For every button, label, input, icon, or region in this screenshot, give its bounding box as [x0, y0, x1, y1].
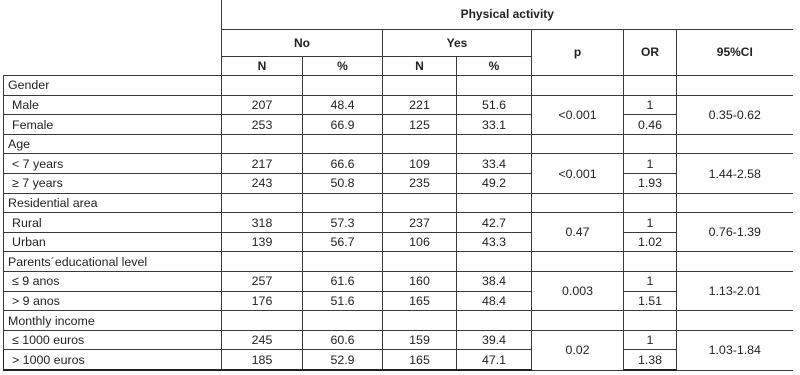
empty-cell: [383, 134, 457, 154]
yes-pct-cell: 42.7: [457, 213, 532, 233]
empty-cell: [677, 311, 793, 331]
empty-cell: [222, 252, 303, 272]
empty-cell: [532, 76, 624, 96]
row-label: > 9 anos: [4, 291, 222, 311]
empty-cell: [457, 311, 532, 331]
row-label: Urban: [4, 232, 222, 252]
row-label: ≥ 7 years: [4, 174, 222, 194]
no-pct-cell: 66.6: [303, 154, 383, 174]
row-label: ≤ 1000 euros: [4, 330, 222, 350]
table-row: [4, 350, 793, 370]
header-ci: 95%CI: [677, 29, 793, 76]
no-pct-cell: 66.9: [303, 115, 383, 135]
p-value-cell: <0.001: [532, 95, 624, 134]
physical-activity-table: [3, 0, 793, 371]
yes-n-cell: 109: [383, 154, 457, 174]
or-cell: 0.46: [624, 115, 677, 135]
empty-cell: [532, 311, 624, 331]
yes-pct-cell: 33.1: [457, 115, 532, 135]
no-pct-cell: 61.6: [303, 272, 383, 292]
empty-cell: [677, 252, 793, 272]
no-n-cell: 245: [222, 330, 303, 350]
empty-cell: [457, 252, 532, 272]
yes-pct-cell: 48.4: [457, 291, 532, 311]
header-no: No: [222, 29, 383, 56]
table-row: [4, 115, 793, 135]
row-label: Rural: [4, 213, 222, 233]
yes-n-cell: 160: [383, 272, 457, 292]
or-cell: 1: [624, 330, 677, 350]
empty-cell: [624, 311, 677, 331]
header-physical-activity: Physical activity: [222, 0, 793, 29]
ci-cell: 1.44-2.58: [677, 154, 793, 193]
or-cell: 1: [624, 154, 677, 174]
empty-cell: [532, 193, 624, 213]
empty-cell: [457, 134, 532, 154]
empty-cell: [457, 193, 532, 213]
empty-cell: [222, 193, 303, 213]
header-or: OR: [624, 29, 677, 76]
no-n-cell: 253: [222, 115, 303, 135]
empty-cell: [383, 76, 457, 96]
row-label: > 1000 euros: [4, 350, 222, 370]
header-no-n: N: [222, 56, 303, 76]
no-pct-cell: 52.9: [303, 350, 383, 370]
category-label: Gender: [4, 76, 222, 96]
or-cell: 1: [624, 95, 677, 115]
yes-pct-cell: 49.2: [457, 174, 532, 194]
header-no-pct: %: [303, 56, 383, 76]
no-pct-cell: 50.8: [303, 174, 383, 194]
table-row: [4, 232, 793, 252]
empty-cell: [457, 76, 532, 96]
empty-cell: [532, 252, 624, 272]
empty-cell: [303, 252, 383, 272]
empty-cell: [677, 134, 793, 154]
p-value-cell: 0.003: [532, 272, 624, 311]
no-n-cell: 318: [222, 213, 303, 233]
category-label: Monthly income: [4, 311, 222, 331]
p-value-cell: <0.001: [532, 154, 624, 193]
category-row: [4, 193, 793, 213]
no-n-cell: 185: [222, 350, 303, 370]
no-pct-cell: 51.6: [303, 291, 383, 311]
category-row: [4, 76, 793, 96]
row-label: Female: [4, 115, 222, 135]
table-row: [4, 291, 793, 311]
header-blank: [4, 0, 222, 76]
empty-cell: [222, 134, 303, 154]
no-n-cell: 207: [222, 95, 303, 115]
yes-pct-cell: 39.4: [457, 330, 532, 350]
no-pct-cell: 57.3: [303, 213, 383, 233]
no-n-cell: 243: [222, 174, 303, 194]
p-value-cell: 0.47: [532, 213, 624, 252]
empty-cell: [303, 311, 383, 331]
category-row: [4, 252, 793, 272]
ci-cell: 1.03-1.84: [677, 330, 793, 370]
ci-cell: 0.76-1.39: [677, 213, 793, 252]
empty-cell: [624, 252, 677, 272]
yes-n-cell: 235: [383, 174, 457, 194]
table-row: [4, 213, 793, 233]
empty-cell: [383, 252, 457, 272]
empty-cell: [222, 311, 303, 331]
yes-n-cell: 165: [383, 350, 457, 370]
yes-pct-cell: 33.4: [457, 154, 532, 174]
header-yes: Yes: [383, 29, 532, 56]
no-n-cell: 257: [222, 272, 303, 292]
yes-pct-cell: 38.4: [457, 272, 532, 292]
yes-n-cell: 165: [383, 291, 457, 311]
empty-cell: [624, 76, 677, 96]
empty-cell: [677, 76, 793, 96]
table-row: [4, 95, 793, 115]
no-pct-cell: 48.4: [303, 95, 383, 115]
yes-n-cell: 159: [383, 330, 457, 350]
yes-pct-cell: 43.3: [457, 232, 532, 252]
header-yes-pct: %: [457, 56, 532, 76]
row-label: < 7 years: [4, 154, 222, 174]
table-row: [4, 330, 793, 350]
yes-pct-cell: 47.1: [457, 350, 532, 370]
ci-cell: 0.35-0.62: [677, 95, 793, 134]
category-label: Residential area: [4, 193, 222, 213]
yes-pct-cell: 51.6: [457, 95, 532, 115]
yes-n-cell: 237: [383, 213, 457, 233]
empty-cell: [624, 193, 677, 213]
header-yes-n: N: [383, 56, 457, 76]
table-body: [4, 76, 793, 370]
yes-n-cell: 125: [383, 115, 457, 135]
or-cell: 1.38: [624, 350, 677, 370]
empty-cell: [303, 193, 383, 213]
no-pct-cell: 60.6: [303, 330, 383, 350]
header-p: p: [532, 29, 624, 76]
empty-cell: [532, 134, 624, 154]
empty-cell: [383, 193, 457, 213]
yes-n-cell: 221: [383, 95, 457, 115]
table-row: [4, 154, 793, 174]
category-row: [4, 134, 793, 154]
or-cell: 1: [624, 272, 677, 292]
category-label: Age: [4, 134, 222, 154]
no-n-cell: 139: [222, 232, 303, 252]
category-row: [4, 311, 793, 331]
table-row: [4, 174, 793, 194]
or-cell: 1: [624, 213, 677, 233]
or-cell: 1.02: [624, 232, 677, 252]
yes-n-cell: 106: [383, 232, 457, 252]
or-cell: 1.93: [624, 174, 677, 194]
no-n-cell: 176: [222, 291, 303, 311]
row-label: ≤ 9 anos: [4, 272, 222, 292]
ci-cell: 1.13-2.01: [677, 272, 793, 311]
category-label: Parents´educational level: [4, 252, 222, 272]
empty-cell: [303, 134, 383, 154]
empty-cell: [222, 76, 303, 96]
or-cell: 1.51: [624, 291, 677, 311]
p-value-cell: 0.02: [532, 330, 624, 370]
empty-cell: [677, 193, 793, 213]
empty-cell: [624, 134, 677, 154]
no-n-cell: 217: [222, 154, 303, 174]
row-label: Male: [4, 95, 222, 115]
table-row: [4, 272, 793, 292]
no-pct-cell: 56.7: [303, 232, 383, 252]
empty-cell: [303, 76, 383, 96]
empty-cell: [383, 311, 457, 331]
